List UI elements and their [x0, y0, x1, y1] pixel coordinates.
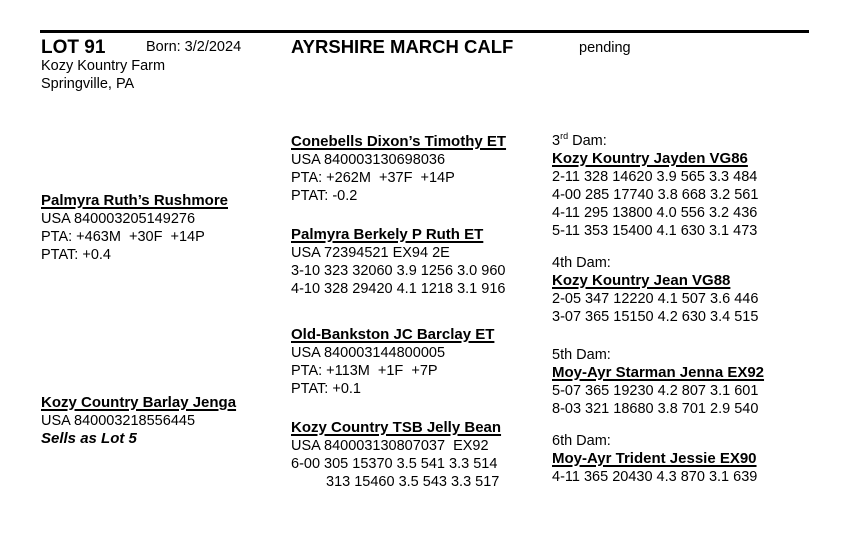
dam-name: Kozy Country Barlay Jenga — [41, 394, 237, 411]
lot-number: LOT 91 — [41, 37, 106, 58]
fifth-dam-name: Moy-Ayr Starman Jenna EX92 — [552, 364, 765, 381]
dam-dam-record: 6-00 305 15370 3.5 541 3.3 514 — [291, 456, 498, 472]
sire-ptat: PTAT: +0.4 — [41, 247, 111, 263]
third-dam-record: 5-11 353 15400 4.1 630 3.1 473 — [552, 223, 758, 239]
fourth-dam-record: 2-05 347 12220 4.1 507 3.6 446 — [552, 291, 759, 307]
birth-date: Born: 3/2/2024 — [146, 39, 242, 55]
status-text: pending — [579, 40, 631, 56]
dam-sire-name: Old-Bankston JC Barclay ET — [291, 326, 495, 343]
fifth-dam-block — [552, 346, 764, 418]
sire-sire-ptat: PTAT: -0.2 — [291, 188, 358, 204]
sire-dam-record: 3-10 323 32060 3.9 1256 3.0 960 — [291, 263, 506, 279]
dam-sire-reg: USA 840003144800005 — [291, 345, 446, 361]
sire-pta: PTA: +463M +30F +14P — [41, 229, 205, 245]
dam-dam-name: Kozy Country TSB Jelly Bean — [291, 419, 502, 436]
fourth-dam-record: 3-07 365 15150 4.2 630 3.4 515 — [552, 309, 759, 325]
sire-block — [41, 192, 228, 264]
sire-dam-record: 4-10 328 29420 4.1 1218 3.1 916 — [291, 281, 506, 297]
sire-sire-pta: PTA: +262M +37F +14P — [291, 170, 455, 186]
dam-dam-reg: USA 840003130807037 EX92 — [291, 438, 489, 454]
fourth-dam-block — [552, 254, 758, 326]
sixth-dam-name: Moy-Ayr Trident Jessie EX90 — [552, 450, 757, 467]
dam-reg: USA 840003218556445 — [41, 413, 196, 429]
sire-name: Palmyra Ruth’s Rushmore — [41, 192, 228, 209]
dam-sire-block — [291, 326, 494, 398]
farm-location: Springville, PA — [41, 76, 135, 92]
dam-sire-pta: PTA: +113M +1F +7P — [291, 363, 438, 379]
third-dam-record: 2-11 328 14620 3.9 565 3.3 484 — [552, 169, 758, 185]
third-dam-record: 4-00 285 17740 3.8 668 3.2 561 — [552, 187, 759, 203]
dam-dam-record: 313 15460 3.5 543 3.3 517 — [326, 474, 500, 490]
fifth-dam-label: 5th Dam: — [552, 347, 611, 363]
sire-dam-reg: USA 72394521 EX94 2E — [291, 245, 450, 261]
third-dam-block — [552, 132, 758, 240]
fourth-dam-name: Kozy Kountry Jean VG88 — [552, 272, 731, 289]
header-rule — [40, 30, 809, 33]
dam-block — [41, 394, 236, 448]
sire-dam-block — [291, 226, 505, 298]
third-dam-name: Kozy Kountry Jayden VG86 — [552, 150, 748, 167]
third-dam-label: 3rd Dam: — [552, 131, 607, 149]
fourth-dam-label: 4th Dam: — [552, 255, 611, 271]
sixth-dam-label: 6th Dam: — [552, 433, 611, 449]
farm-name: Kozy Kountry Farm — [41, 58, 166, 74]
dam-sire-ptat: PTAT: +0.1 — [291, 381, 361, 397]
dam-dam-block — [291, 419, 501, 491]
sire-sire-name: Conebells Dixon’s Timothy ET — [291, 133, 507, 150]
sire-sire-block — [291, 133, 506, 205]
sire-dam-name: Palmyra Berkely P Ruth ET — [291, 226, 484, 243]
dam-note: Sells as Lot 5 — [41, 430, 137, 447]
sire-sire-reg: USA 840003130698036 — [291, 152, 446, 168]
fifth-dam-record: 5-07 365 19230 4.2 807 3.1 601 — [552, 383, 759, 399]
animal-title: AYRSHIRE MARCH CALF — [291, 36, 514, 57]
sire-reg: USA 840003205149276 — [41, 211, 196, 227]
third-dam-record: 4-11 295 13800 4.0 556 3.2 436 — [552, 205, 758, 221]
fifth-dam-record: 8-03 321 18680 3.8 701 2.9 540 — [552, 401, 759, 417]
sixth-dam-record: 4-11 365 20430 4.3 870 3.1 639 — [552, 469, 758, 485]
sixth-dam-block — [552, 432, 757, 486]
